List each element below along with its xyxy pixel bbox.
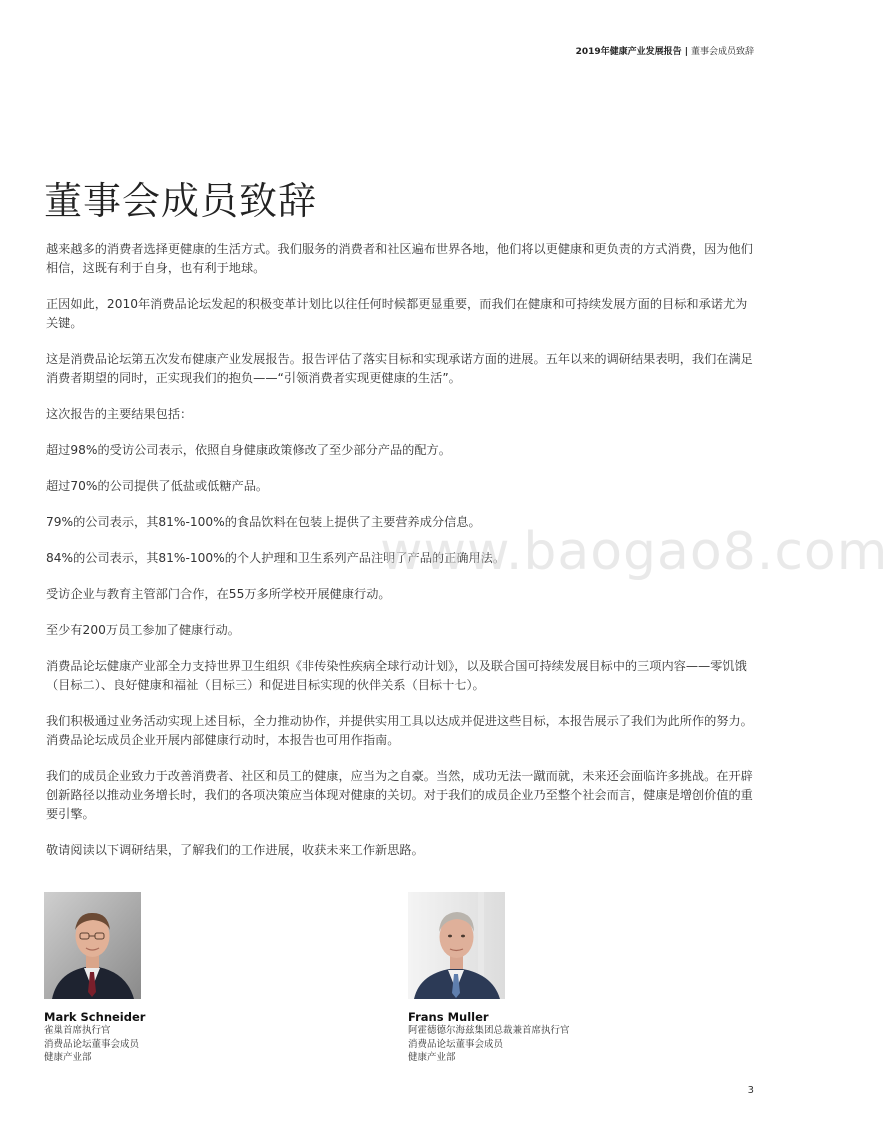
header-section: 董事会成员致辞 <box>690 47 754 57</box>
header-separator: | <box>684 47 688 57</box>
signatory-role: 消费品论坛董事会成员 <box>44 1038 140 1050</box>
paragraph: 超过70%的公司提供了低盐或低糖产品。 <box>46 479 269 493</box>
signatory-role: 阿霍德德尔海兹集团总裁兼首席执行官 <box>408 1025 570 1036</box>
signatory-role: 健康产业部 <box>44 1052 92 1063</box>
portrait-photo <box>44 892 141 999</box>
paragraph: 正因如此，2010年消费品论坛发起的积极变革计划比以往任何时候都更显重要，而我们在健康和可持续发展方面的目标和承诺尤为关键。 <box>46 297 748 330</box>
running-header <box>576 44 754 57</box>
signatory-role: 消费品论坛董事会成员 <box>408 1038 504 1050</box>
paragraph: 越来越多的消费者选择更健康的生活方式。我们服务的消费者和社区遍布世界各地，他们将以更健康和更负责的方式消费，因为他们相信，这既有利于自身，也有利于地球。 <box>46 242 753 275</box>
page-number: 3 <box>747 1085 754 1096</box>
paragraph: 我们的成员企业致力于改善消费者、社区和员工的健康，应当为之自豪。当然，成功无法一蹴而就，未来还会面临许多挑战。在开辟创新路径以推动业务增长时，我们的各项决策应当体现对健康的关切。对于我们的成员企业乃至整个社会而言，健康是增创价值的重要引擎。 <box>46 769 753 821</box>
paragraph: 超过98%的受访公司表示，依照自身健康政策修改了至少部分产品的配方。 <box>46 443 451 457</box>
portrait-photo <box>408 892 505 999</box>
paragraph: 受访企业与教育主管部门合作，在55万多所学校开展健康行动。 <box>46 587 391 601</box>
paragraph: 84%的公司表示，其81%-100%的个人护理和卫生系列产品注明了产品的正确用法。 <box>46 551 506 565</box>
paragraph: 这次报告的主要结果包括： <box>46 407 193 421</box>
paragraph: 至少有200万员工参加了健康行动。 <box>46 623 240 637</box>
signatory-role: 雀巢首席执行官 <box>44 1025 111 1036</box>
signatory-mark-schneider <box>44 892 364 1065</box>
paragraph: 我们积极通过业务活动实现上述目标，全力推动协作，并提供实用工具以达成并促进这些目标，本报告展示了我们为此所作的努力。消费品论坛成员企业开展内部健康行动时，本报告也可用作指南。 <box>46 714 753 747</box>
signatory-name: Frans Muller <box>408 1010 489 1024</box>
watermark: www.baogao8.com <box>380 522 888 582</box>
signatory-name: Mark Schneider <box>44 1010 146 1024</box>
page-title: 董事会成员致辞 <box>44 179 318 223</box>
header-report-title: 2019年健康产业发展报告 <box>575 47 682 57</box>
paragraph: 79%的公司表示，其81%-100%的食品饮料在包装上提供了主要营养成分信息。 <box>46 515 481 529</box>
signatory-frans-muller <box>408 892 728 1065</box>
paragraph: 消费品论坛健康产业部全力支持世界卫生组织《非传染性疾病全球行动计划》，以及联合国可持续发展目标中的三项内容——零饥饿（目标二）、良好健康和福祉（目标三）和促进目标实现的伙伴关系（目标十七）。 <box>46 659 747 692</box>
paragraph: 敬请阅读以下调研结果，了解我们的工作进展，收获未来工作新思路。 <box>46 843 424 857</box>
paragraph: 这是消费品论坛第五次发布健康产业发展报告。报告评估了落实目标和实现承诺方面的进展。五年以来的调研结果表明，我们在满足消费者期望的同时，正实现我们的抱负——“引领消费者实现更健康的生活”。 <box>46 352 753 385</box>
signatory-role: 健康产业部 <box>408 1052 456 1063</box>
